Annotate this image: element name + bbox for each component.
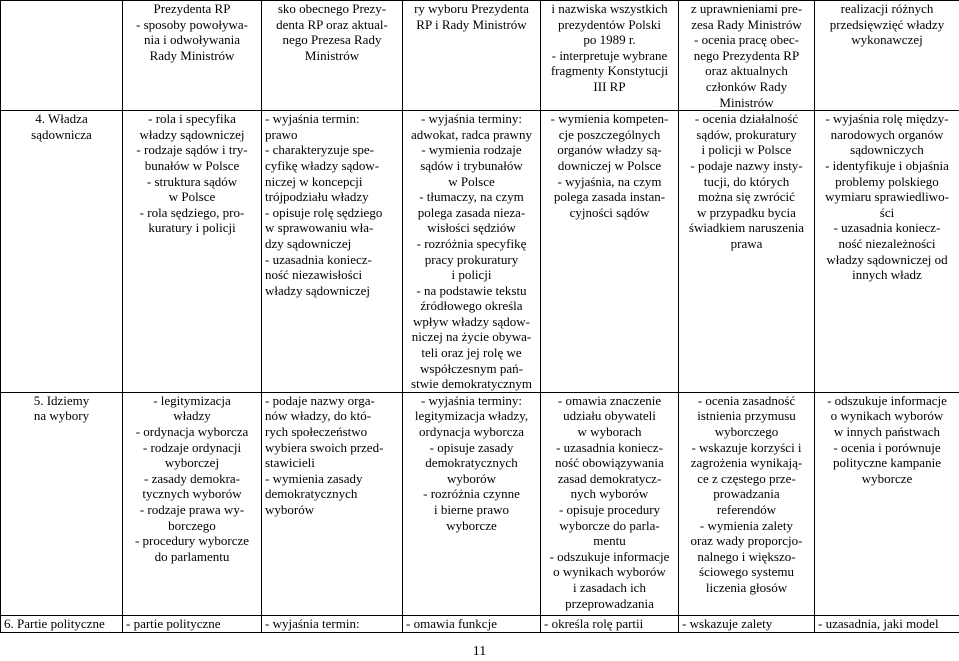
content-cell: - rola i specyfika władzy sądowniczej - rodzaje sądów i try- bunałów w Polsce - struktura sądów w Polsce - rola sędziego, pro- kuratury i policji [123, 111, 262, 393]
table-row-parties [1, 615, 959, 632]
requirements-very-good-cell: - wskazuje zalety [679, 615, 815, 632]
content-cell: - partie polityczne [123, 615, 262, 632]
topic-cell: 4. Władza sądownicza [1, 111, 123, 393]
page-number: 11 [472, 644, 487, 659]
topic-cell [1, 1, 123, 111]
requirements-very-good-cell: - ocenia zasadność istnienia przymusu wyborczego - wskazuje korzyści i zagrożenia wynikają- ce z częstego prze- prowadzania referendów - wymienia zalety oraz wady proporcjo- nalnego i większo- ściowego systemu liczenia głosów [679, 392, 815, 615]
requirements-very-good-cell: - ocenia działalność sądów, prokuratury i policji w Polsce - podaje nazwy insty- tucji, do których można się zwrócić w przypadku bycia świadkiem naruszenia prawa [679, 111, 815, 393]
requirements-excellent-cell: - odszukuje informacje o wynikach wyborów w innych państwach - ocenia i porównuje polityczne kampanie wyborcze [815, 392, 959, 615]
requirements-basic-cell: - wyjaśnia termin: [262, 615, 403, 632]
requirements-extended-cell: - wyjaśnia terminy: legitymizacja władzy, ordynacja wyborcza - opisuje zasady demokratycznych wyborów - rozróżnia czynne i bierne prawo wyborcze [403, 392, 541, 615]
topic-cell: 5. Idziemy na wybory [1, 392, 123, 615]
requirements-extended-cell: - omawia funkcje [403, 615, 541, 632]
requirements-basic-cell: - wyjaśnia termin: prawo - charakteryzuje spe- cyfikę władzy sądow- niczej w koncepcji trójpodziału władzy - opisuje rolę sędziego w sprawowaniu wła- dzy sądowniczej - uzasadnia koniecz- ność niezawisłości władzy sądowniczej [262, 111, 403, 393]
topic-cell: 6. Partie polityczne [1, 615, 123, 632]
table-row-continuation [1, 1, 959, 111]
requirements-excellent-cell: realizacji różnych przedsięwzięć władzy wykonawczej [815, 1, 959, 111]
requirements-basic-cell: sko obecnego Prezy- denta RP oraz aktual- nego Prezesa Rady Ministrów [262, 1, 403, 111]
requirements-very-good-cell: z uprawnieniami pre- zesa Rady Ministrów - ocenia pracę obec- nego Prezydenta RP oraz aktualnych członków Rady Ministrów [679, 1, 815, 111]
content-cell: Prezydenta RP - sposoby powoływa- nia i odwoływania Rady Ministrów [123, 1, 262, 111]
requirements-good-cell: - wymienia kompeten- cje poszczególnych organów władzy są- downiczej w Polsce - wyjaśnia, na czym polega zasada instan- cyjności sądów [541, 111, 679, 393]
requirements-good-cell: - omawia znaczenie udziału obywateli w wyborach - uzasadnia koniecz- ność obowiązywania zasad demokratycz- nych wyborów - opisuje procedury wyborcze do parla- mentu - odszukuje informacje o wynikach wyborów i zasadach ich przeprowadzania [541, 392, 679, 615]
requirements-good-cell: - określa rolę partii [541, 615, 679, 632]
requirements-excellent-cell: - uzasadnia, jaki model [815, 615, 959, 632]
content-cell: - legitymizacja władzy - ordynacja wyborcza - rodzaje ordynacji wyborczej - zasady demokra- tycznych wyborów - rodzaje prawa wy- borczego - procedury wyborcze do parlamentu [123, 392, 262, 615]
table-row-elections [1, 392, 959, 615]
requirements-extended-cell: ry wyboru Prezydenta RP i Rady Ministrów [403, 1, 541, 111]
requirements-basic-cell: - podaje nazwy orga- nów władzy, do któ- rych społeczeństwo wybiera swoich przed- stawicieli - wymienia zasady demokratycznych wyborów [262, 392, 403, 615]
requirements-excellent-cell: - wyjaśnia rolę między- narodowych organów sądowniczych - identyfikuje i objaśnia problemy polskiego wymiaru sprawiedliwo- ści - uzasadnia koniecz- ność niezależności władzy sądowniczej od innych władz [815, 111, 959, 393]
table-row-judiciary [1, 111, 959, 393]
requirements-extended-cell: - wyjaśnia terminy: adwokat, radca prawny - wymienia rodzaje sądów i trybunałów w Polsce - tłumaczy, na czym polega zasada nieza- wisłości sędziów - rozróżnia specyfikę pracy prokuratury i policji - na podstawie tekstu źródłowego określa wpływ władzy sądow- niczej na życie obywa- teli oraz jej rolę we współczesnym pań- stwie demokratycznym [403, 111, 541, 393]
requirements-good-cell: i nazwiska wszystkich prezydentów Polski po 1989 r. - interpretuje wybrane fragmenty Konstytucji III RP [541, 1, 679, 111]
